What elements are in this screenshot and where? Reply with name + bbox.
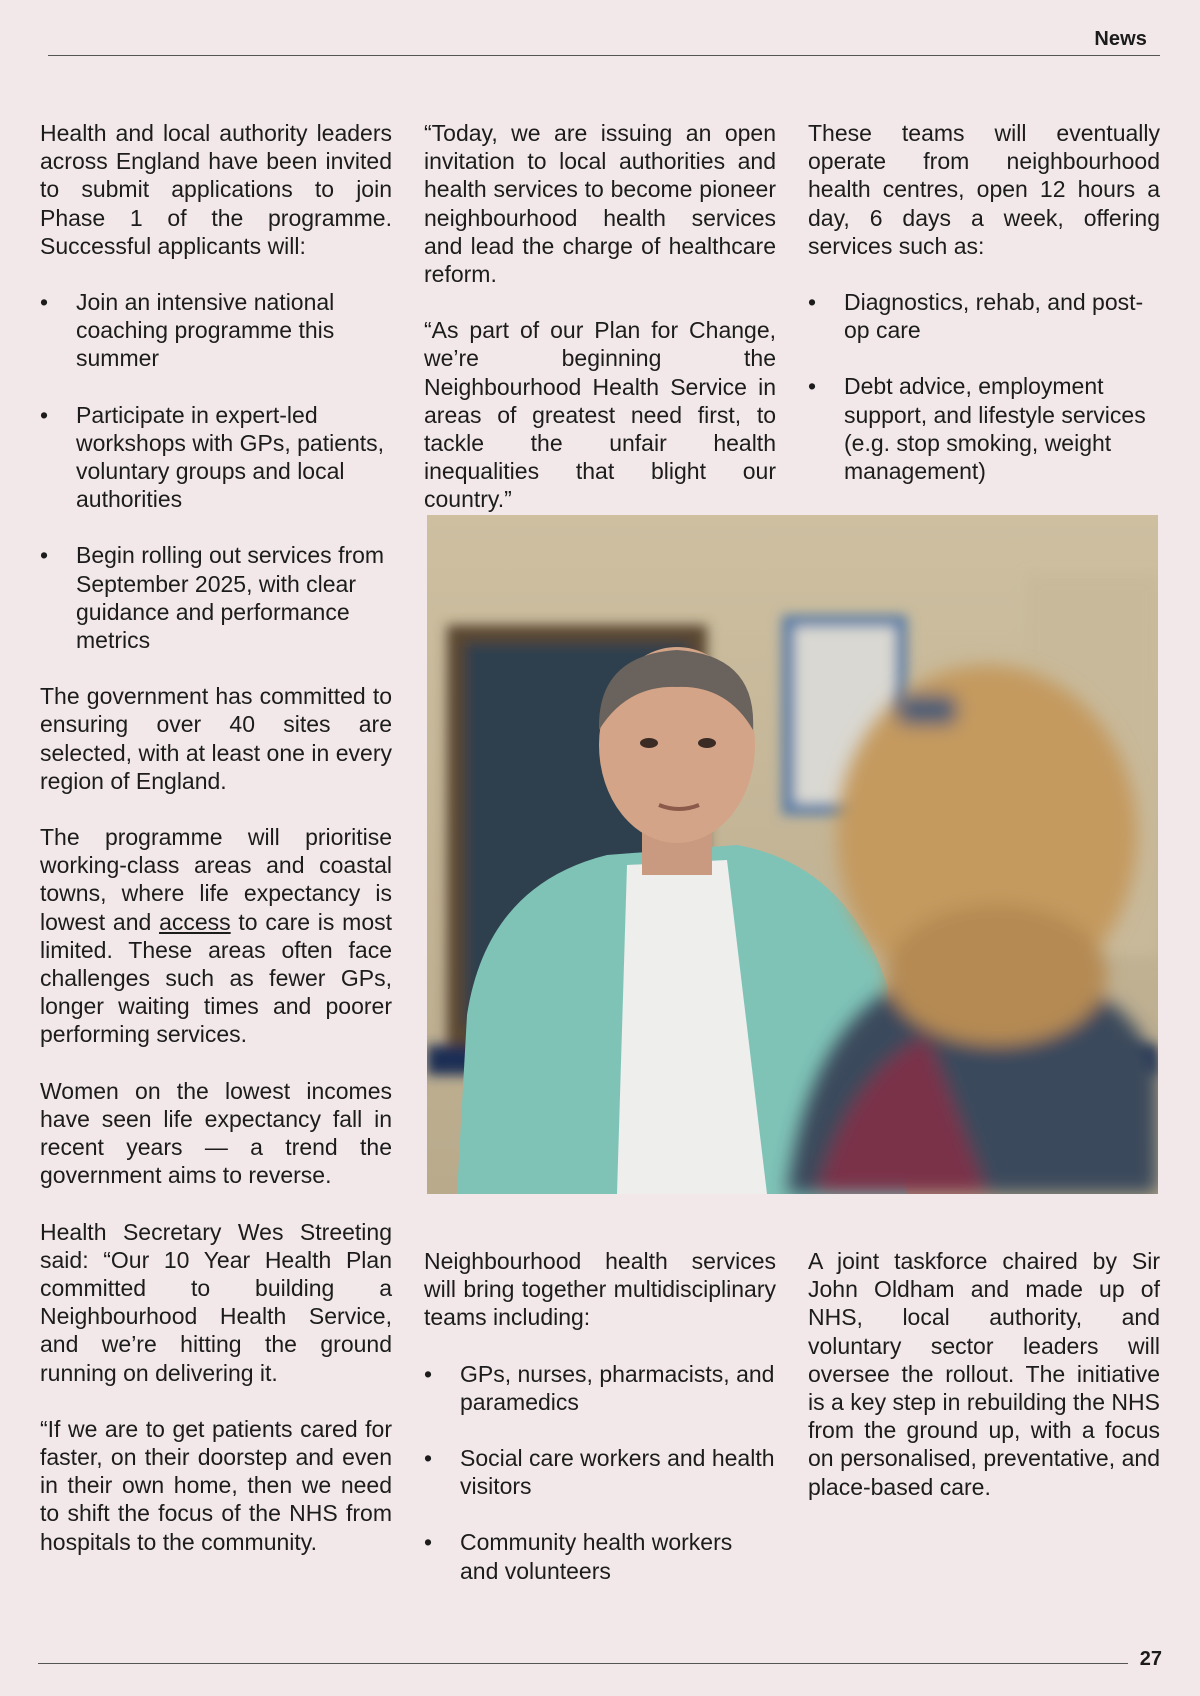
- list-item: • GPs, nurses, pharmacists, and paramedics: [424, 1360, 776, 1416]
- list-item: • Join an intensive national coaching programme this summer: [40, 288, 392, 373]
- article-column-middle-top: [424, 119, 776, 542]
- today-quote-paragraph: “Today, we are issuing an open invitation to local authorities and health services to become pioneer neighbourhood health services and lead the charge of healthcare reform.: [424, 120, 776, 288]
- list-item: • Participate in expert-led workshops with GPs, patients, voluntary groups and local authorities: [40, 401, 392, 514]
- article-photo: [427, 515, 1158, 1194]
- centres-paragraph: These teams will eventually operate from neighbourhood health centres, open 12 hours a day, 6 days a week, offering services such as:: [808, 120, 1160, 259]
- page-number: 27: [1139, 1648, 1162, 1670]
- women-paragraph: Women on the lowest incomes have seen life expectancy fall in recent years — a trend the government aims to reverse.: [40, 1077, 392, 1189]
- list-item: • Diagnostics, rehab, and post-op care: [808, 288, 1160, 344]
- article-column-middle-bottom: [424, 1247, 776, 1613]
- taskforce-paragraph: A joint taskforce chaired by Sir John Oldham and made up of NHS, local authority, and voluntary sector leaders will oversee the rollout. The initiative is a key step in rebuilding the NHS from the ground up, with a focus on personalised, preventative, and place-based care.: [808, 1248, 1160, 1500]
- applicant-benefits-list: [40, 288, 392, 654]
- intro-paragraph: Health and local authority leaders across England have been invited to submit applications to join Phase 1 of the programme. Successful applicants will:: [40, 120, 392, 259]
- list-item: • Community health workers and volunteers: [424, 1528, 776, 1584]
- plan-quote-paragraph: “As part of our Plan for Change, we’re beginning the Neighbourhood Health Service in areas of greatest need first, to tackle the unfair health inequalities that blight our country.”: [424, 317, 776, 513]
- article-column-right-bottom: [808, 1247, 1160, 1529]
- footer-divider: [38, 1663, 1128, 1664]
- priority-paragraph: [40, 823, 392, 1049]
- teams-list: [424, 1360, 776, 1585]
- list-item: • Debt advice, employment support, and lifestyle services (e.g. stop smoking, weight management): [808, 372, 1160, 485]
- list-item: • Begin rolling out services from September 2025, with clear guidance and performance metrics: [40, 541, 392, 654]
- services-list: [808, 288, 1160, 485]
- teams-paragraph: Neighbourhood health services will bring together multidisciplinary teams including:: [424, 1248, 776, 1331]
- photo-illustration: [427, 515, 1158, 1194]
- priority-text-end: to care is most limited. These areas often face challenges such as fewer GPs, longer waiting times and poorer performing services.: [40, 908, 392, 1048]
- sites-paragraph: The government has committed to ensuring over 40 sites are selected, with at least one in every region of England.: [40, 683, 392, 794]
- article-column-left: [40, 119, 392, 1584]
- list-item: • Social care workers and health visitors: [424, 1444, 776, 1500]
- header-divider: [48, 55, 1160, 56]
- patients-quote-paragraph: “If we are to get patients cared for faster, on their doorstep and even in their own home, then we need to shift the focus of the NHS from hospitals to the community.: [40, 1415, 392, 1555]
- article-column-right-top: [808, 119, 1160, 513]
- streeting-quote-paragraph: Health Secretary Wes Streeting said: “Our 10 Year Health Plan committed to building a Neighbourhood Health Service, and we’re hitting the ground running on delivering it.: [40, 1218, 392, 1386]
- section-label: News: [1094, 28, 1147, 50]
- access-link[interactable]: access: [159, 908, 231, 935]
- priority-text-start: The programme will prioritise working-class areas and coastal towns, where life expectancy is lowest and: [40, 824, 392, 935]
